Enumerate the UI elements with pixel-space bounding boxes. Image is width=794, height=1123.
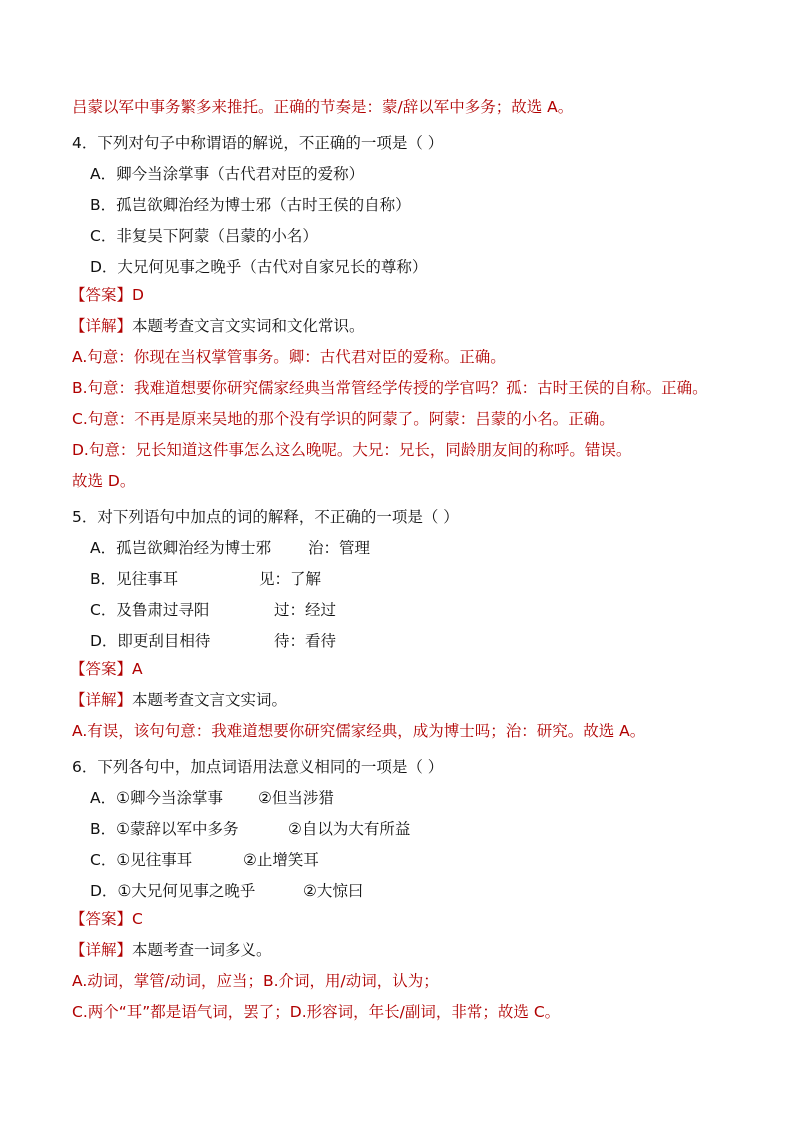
explain-text: 本题考查一词多义。 xyxy=(132,941,272,959)
q5-stem: 5．对下列语句中加点的词的解释，不正确的一项是（ ） xyxy=(72,508,459,526)
q5-option-c-gloss: 过：经过 xyxy=(274,601,337,619)
q5-option-a-gloss: 治：管理 xyxy=(308,539,371,557)
q5-option-a xyxy=(90,537,371,559)
q4-conclusion: 故选 D。 xyxy=(72,472,136,490)
q6-option-d-second: ②大惊曰 xyxy=(303,882,364,900)
q6-option-b-second: ②自以为大有所益 xyxy=(288,820,411,838)
q6-option-d-label: D． xyxy=(90,882,118,900)
answer-value: D xyxy=(132,286,144,304)
q6-option-b-first: ①蒙辞以军中多务 xyxy=(116,820,239,838)
q6-option-a-second: ②但当涉猎 xyxy=(258,789,334,807)
q5-option-b xyxy=(90,568,322,590)
q5-option-b-gloss: 见：了解 xyxy=(259,570,322,588)
q5-option-d-sentence: D．即更刮目相待 xyxy=(90,632,211,650)
q4-answer xyxy=(70,284,144,306)
q4-option-b: B．孤岂欲卿治经为博士邪（古时王侯的自称） xyxy=(90,196,411,214)
q6-option-d-first: ①大兄何见事之晚乎 xyxy=(117,882,256,900)
answer-label: 【答案】 xyxy=(70,660,133,678)
explain-label: 【详解】 xyxy=(70,691,133,709)
q4-explain xyxy=(70,315,365,337)
answer-value: C xyxy=(132,910,143,928)
q5-detail-a: A.有误，该句句意：我难道想要你研究儒家经典，成为博士吗；治：研究。故选 A。 xyxy=(72,722,646,740)
q5-option-d xyxy=(90,630,337,652)
answer-label: 【答案】 xyxy=(70,910,133,928)
q6-option-b-label: B． xyxy=(90,820,117,838)
q5-option-c-sentence: C．及鲁肃过寻阳 xyxy=(90,601,210,619)
q6-option-a-first: ①卿今当涂掌事 xyxy=(116,789,224,807)
q6-detail-line-2: C.两个“耳”都是语气词，罢了；D.形容词，年长/副词，非常；故选 C。 xyxy=(72,1003,561,1021)
q5-option-b-sentence: B．见往事耳 xyxy=(90,570,179,588)
q5-option-c xyxy=(90,599,337,621)
q5-option-a-sentence: A．孤岂欲卿治经为博士邪 xyxy=(90,539,272,557)
explain-label: 【详解】 xyxy=(70,317,133,335)
q6-detail-line-1: A.动词，掌管/动词，应当；B.介词，用/动词，认为； xyxy=(72,972,439,990)
q6-option-c xyxy=(90,849,319,871)
intro-explanation: 吕蒙以军中事务繁多来推托。正确的节奏是：蒙/辞以军中多务；故选 A。 xyxy=(72,98,574,116)
explain-label: 【详解】 xyxy=(70,941,133,959)
q6-stem: 6．下列各句中，加点词语用法意义相同的一项是（ ） xyxy=(72,758,444,776)
q5-option-d-gloss: 待：看待 xyxy=(274,632,337,650)
q6-option-c-label: C． xyxy=(90,851,117,869)
answer-value: A xyxy=(132,660,143,678)
answer-label: 【答案】 xyxy=(70,286,133,304)
q4-option-a: A．卿今当涂掌事（古代君对臣的爱称） xyxy=(90,165,365,183)
q4-detail-c: C.句意：不再是原来吴地的那个没有学识的阿蒙了。阿蒙：吕蒙的小名。正确。 xyxy=(72,410,615,428)
q6-answer xyxy=(70,908,143,930)
q4-detail-d: D.句意：兄长知道这件事怎么这么晚呢。大兄：兄长，同龄朋友间的称呼。错误。 xyxy=(72,441,632,459)
q6-option-b xyxy=(90,818,411,840)
explain-text: 本题考查文言文实词。 xyxy=(132,691,288,709)
explain-text: 本题考查文言文实词和文化常识。 xyxy=(132,317,365,335)
q6-option-d xyxy=(90,880,364,902)
q6-option-c-first: ①见往事耳 xyxy=(116,851,193,869)
q6-option-a-label: A． xyxy=(90,789,117,807)
q5-explain xyxy=(70,689,287,711)
q4-detail-b: B.句意：我难道想要你研究儒家经典当常管经学传授的学官吗？孤：古时王侯的自称。正确。 xyxy=(72,379,708,397)
q6-explain xyxy=(70,939,272,961)
q4-detail-a: A.句意：你现在当权掌管事务。卿：古代君对臣的爱称。正确。 xyxy=(72,348,506,366)
q4-option-d: D．大兄何见事之晚乎（古代对自家兄长的尊称） xyxy=(90,258,428,276)
q4-option-c: C．非复吴下阿蒙（吕蒙的小名） xyxy=(90,227,318,245)
q4-stem: 4．下列对句子中称谓语的解说，不正确的一项是（ ） xyxy=(72,134,444,152)
q6-option-c-second: ②止增笑耳 xyxy=(243,851,319,869)
q6-option-a xyxy=(90,787,334,809)
q5-answer xyxy=(70,658,143,680)
